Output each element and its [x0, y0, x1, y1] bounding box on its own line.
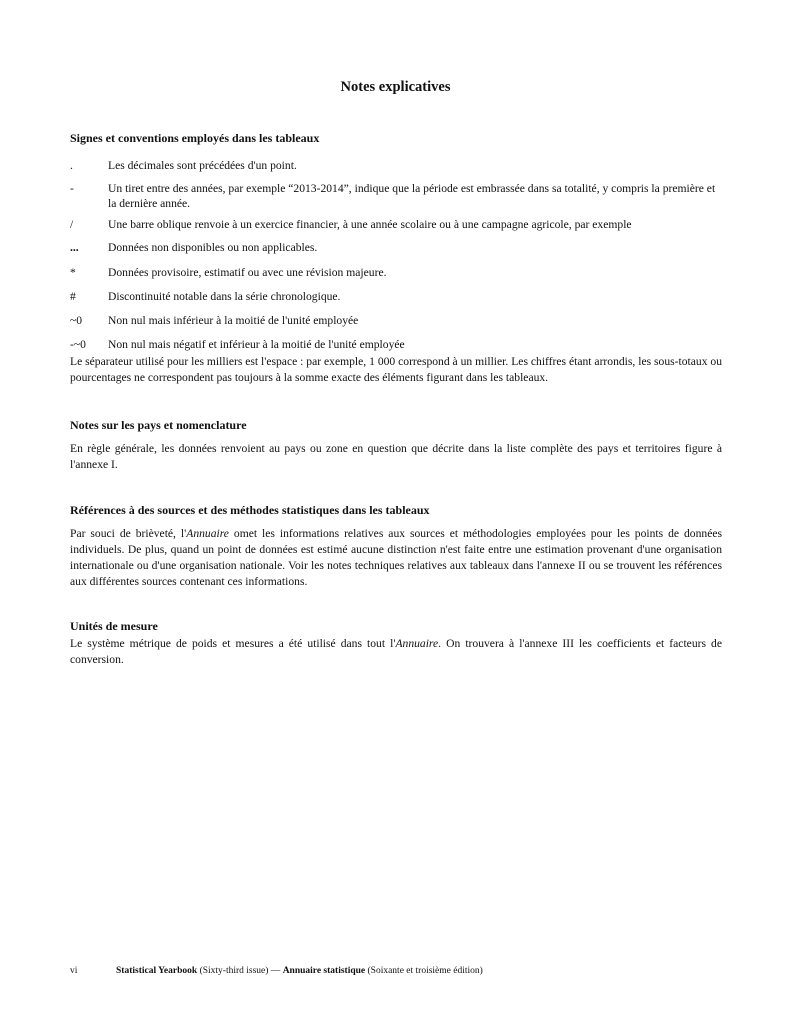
sources-text-start: Par souci de brièveté, l'	[70, 527, 187, 540]
yearbook-title-en: Statistical Yearbook	[116, 966, 198, 976]
sign-description: Discontinuité notable dans la série chronologique.	[108, 290, 341, 303]
sign-symbol: ~0	[70, 314, 83, 327]
units-paragraph	[70, 636, 722, 668]
sign-description: Un tiret entre des années, par exemple “2013-2014”, indique que la période est embrassée dans sa totalité, y compris la première et la dernière année.	[108, 182, 716, 210]
sign-symbol: /	[70, 218, 74, 231]
sign-description: Non nul mais négatif et inférieur à la moitié de l'unité employée	[108, 338, 405, 351]
sign-row-negative-approx-zero	[70, 337, 722, 352]
sign-row-asterisk	[70, 265, 722, 280]
countries-paragraph: En règle générale, les données renvoient au pays ou zone en question que décrite dans la liste complète des pays et territoires figure à l'annexe I.	[70, 442, 722, 471]
sources-text-end: omet les informations relatives aux sources et méthodologies employées pour les points de données individuels. De plus, quand un point de données est estimé aucune distinction n'est faite entre une estimation provenant d'une organisation internationale ou d'une organisation nationale. Voir les notes techniques relatives aux tableaux dans l'annexe II ou se trouvent les références aux différentes sources contenant ces informations.	[70, 527, 722, 588]
issue-fr: (Soixante et troisième édition)	[365, 966, 483, 976]
sources-paragraph	[70, 526, 722, 590]
annuaire-title: Annuaire	[395, 637, 439, 650]
sign-symbol: #	[70, 290, 76, 303]
sign-symbol: -~0	[70, 338, 86, 351]
sign-description: Données provisoire, estimatif ou avec une révision majeure.	[108, 266, 387, 279]
sign-row-ellipsis	[70, 240, 722, 255]
sign-row-slash	[70, 217, 722, 232]
sign-description: Une barre oblique renvoie à un exercice financier, à une année scolaire ou à une campagne agricole, par exemple	[108, 218, 632, 231]
sign-description: Non nul mais inférieur à la moitié de l'unité employée	[108, 314, 359, 327]
yearbook-title-fr: Annuaire statistique	[282, 966, 366, 976]
sign-row-hash	[70, 289, 722, 304]
sign-symbol: -	[70, 182, 74, 195]
sign-symbol: ...	[70, 241, 79, 254]
sign-description: Les décimales sont précédées d'un point.	[108, 159, 297, 172]
sign-description: Données non disponibles ou non applicables.	[108, 241, 318, 254]
sign-row-approx-zero	[70, 313, 722, 328]
sign-row-decimal	[70, 158, 722, 173]
separator-note: Le séparateur utilisé pour les milliers est l'espace : par exemple, 1 000 correspond à un millier. Les chiffres étant arrondis, les sous-totaux ou pourcentages ne correspondent pas toujours à la somme exacte des éléments figurant dans les tableaux.	[70, 355, 722, 384]
units-heading: Unités de mesure	[70, 619, 158, 633]
countries-heading: Notes sur les pays et nomenclature	[70, 418, 247, 432]
sign-symbol: *	[70, 266, 76, 279]
sign-symbol: .	[70, 159, 73, 172]
annuaire-title: Annuaire	[186, 527, 229, 540]
units-text-start: Le système métrique de poids et mesures a été utilisé dans tout l'	[70, 637, 396, 650]
page-number: vi	[70, 966, 78, 976]
signs-heading: Signes et conventions employés dans les tableaux	[70, 131, 320, 145]
sources-heading: Références à des sources et des méthodes statistiques dans les tableaux	[70, 503, 430, 517]
page-title: Notes explicatives	[340, 79, 451, 95]
units-text-end: . On trouvera à l'annexe III les coefficients et facteurs de conversion.	[70, 637, 722, 666]
sign-row-dash	[70, 181, 722, 211]
footer-citation	[116, 966, 483, 976]
issue-en: (Sixty-third issue) —	[197, 966, 283, 976]
